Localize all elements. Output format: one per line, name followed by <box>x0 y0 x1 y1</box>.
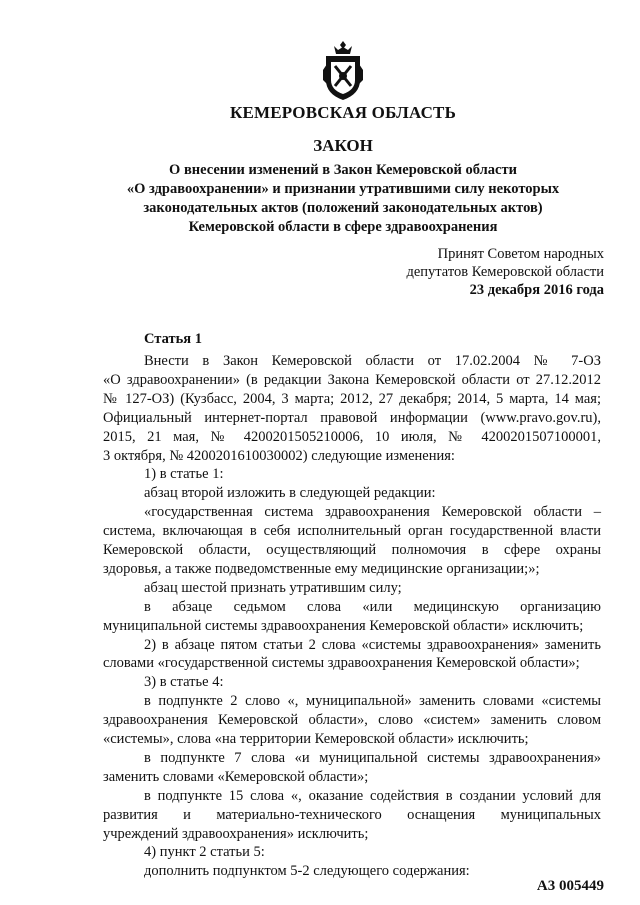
body-line: абзац шестой признать утратившим силу; <box>144 579 402 596</box>
body-line: в подпункте 7 слова «и муниципальной системы здравоохранения» <box>144 749 601 766</box>
coat-of-arms-icon <box>322 40 364 102</box>
body-line: заменить словами «Кемеровской области»; <box>103 768 369 785</box>
adoption-info <box>406 245 604 299</box>
law-title-line: Кемеровской области в сфере здравоохранения <box>188 219 498 235</box>
body-line: «системы», слова «на территории Кемеровской области» исключить; <box>103 731 529 747</box>
document-type: ЗАКОН <box>313 136 373 155</box>
body-line: «О здравоохранении» (в редакции Закона Кемеровской области от 27.12.2012 <box>103 371 601 388</box>
body-line: дополнить подпунктом 5-2 следующего содержания: <box>144 863 470 880</box>
body-line: учреждений здравоохранения» исключить; <box>103 825 369 842</box>
body-line: Официальный интернет-портал правовой информации (www.pravo.gov.ru), <box>103 409 601 426</box>
law-title-line: «О здравоохранении» и признании утратившими силу некоторых <box>126 181 560 197</box>
body-line: система, включающая в себя исполнительный орган государственной власти <box>103 523 601 540</box>
adoption-line: Принят Советом народных <box>437 246 604 262</box>
body-line: Внести в Закон Кемеровской области от 17.02.2004 № 7-ОЗ <box>144 353 601 369</box>
adoption-line: депутатов Кемеровской области <box>406 264 604 280</box>
body-line: 2015, 21 мая, № 4200201505210006, 10 июля, № 4200201507100001, <box>103 428 601 445</box>
body-line: муниципальной системы здравоохранения Кемеровской области» исключить; <box>103 617 584 634</box>
body-line: Кемеровской области, осуществляющий полномочия в сфере охраны <box>103 542 601 558</box>
body-line: здравоохранения Кемеровской области», слово «систем» заменить словом <box>103 712 601 729</box>
body-line: 4) пункт 2 статьи 5: <box>144 844 265 861</box>
body-line: абзац второй изложить в следующей редакции: <box>144 485 436 502</box>
body-line: в подпункте 2 слово «, муниципальной» заменить словами «системы <box>144 693 601 710</box>
body-line: в абзаце седьмом слова «или медицинскую организацию <box>144 598 601 615</box>
article-title: Статья 1 <box>144 331 202 347</box>
body-line: 3) в статье 4: <box>144 674 224 691</box>
body-line: 3 октября, № 4200201610030002) следующие изменения: <box>103 447 455 464</box>
body-line: развития и материально-технического оснащения муниципальных <box>103 806 601 823</box>
law-title <box>120 161 566 237</box>
region-heading: КЕМЕРОВСКАЯ ОБЛАСТЬ <box>229 103 457 122</box>
law-title-line: О внесении изменений в Закон Кемеровской области <box>169 162 517 178</box>
body-line: здоровья, а также подведомственные ему медицинские организации;»; <box>103 560 540 577</box>
document-serial: А3 005449 <box>536 878 604 894</box>
body-line: 2) в абзаце пятом статьи 2 слова «системы здравоохранения» заменить <box>144 636 601 653</box>
body-line: 1) в статье 1: <box>144 466 224 483</box>
body-line: № 127-ОЗ) (Кузбасс, 2004, 3 марта; 2012, 27 декабря; 2014, 5 марта, 14 мая; <box>103 390 601 407</box>
adoption-date: 23 декабря 2016 года <box>469 282 604 298</box>
law-title-line: законодательных актов (положений законодательных актов) <box>143 200 543 216</box>
body-line: в подпункте 15 слова «, оказание содействия в создании условий для <box>144 787 601 804</box>
body-line: словами «государственной системы здравоохранения Кемеровской области»; <box>103 655 580 672</box>
body-line: «государственная система здравоохранения Кемеровской области – <box>144 504 601 521</box>
